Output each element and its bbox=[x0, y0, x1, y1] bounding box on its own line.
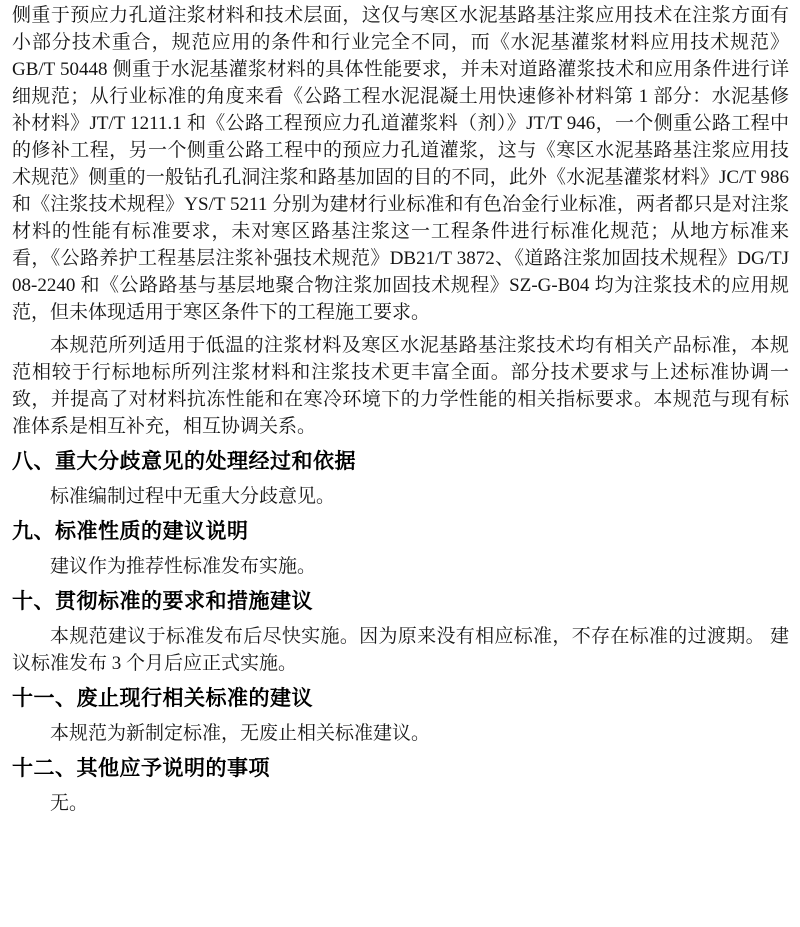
body-paragraph: 标准编制过程中无重大分歧意见。 bbox=[50, 486, 336, 507]
body-paragraph: 建议作为推荐性标准发布实施。 bbox=[50, 556, 317, 577]
body-paragraph: 侧重于预应力孔道注浆材料和技术层面，这仅与寒区水泥基路基注浆应用技术在注浆方面有小部分技术重合，规范应用的条件和行业完全不同，而《水泥基灌浆材料应用技术规范》GB/T 50448 侧重于水泥基灌浆材料的具体性能要求，并未对道路灌浆技术和应用条件进行详细规范；从行业标准的角度来看《公路工程水泥混凝土用快速修补材料第 1 部分：水泥基修补材料》JT/T 1211.1 和《公路工程预应力孔道灌浆料（剂）》JT/T 946，一个侧重公路工程中的修补工程，另一个侧重公路工程中的预应力孔道灌浆，这与《寒区水泥基路基注浆应用技术规范》侧重的一般钻孔孔洞注浆和路基加固的目的不同，此外《水泥基灌浆材料》JC/T 986 和《注浆技术规程》YS/T 5211 分别为建材行业标准和有色冶金行业标准，两者都只是对注浆材料的性能有标准要求，未对寒区路基注浆这一工程条件进行标准化规范；从地方标准来看，《公路养护工程基层注浆补强技术规范》DB21/T 3872、《道路注浆加固技术规程》DG/TJ 08-2240 和《公路路基与基层地聚合物注浆加固技术规程》SZ-G-B04 均为注浆技术的应用规范，但未体现适用于寒区条件下的工程施工要求。 bbox=[12, 5, 789, 323]
body-paragraph: 本规范所列适用于低温的注浆材料及寒区水泥基路基注浆技术均有相关产品标准，本规范相较于行标地标所列注浆材料和注浆技术更丰富全面。部分技术要求与上述标准协调一致，并提高了对材料抗冻性能和在寒冷环境下的力学性能的相关指标要求。本规范与现有标准体系是相互补充，相互协调关系。 bbox=[12, 335, 789, 437]
body-paragraph: 本规范建议于标准发布后尽快实施。因为原来没有相应标准，不存在标准的过渡期。 建议标准发布 3 个月后应正式实施。 bbox=[12, 626, 789, 674]
section-heading: 十、贯彻标准的要求和措施建议 bbox=[12, 590, 313, 613]
section-heading: 九、标准性质的建议说明 bbox=[12, 520, 249, 543]
body-paragraph: 无。 bbox=[50, 793, 89, 814]
body-paragraph: 本规范为新制定标准，无废止相关标准建议。 bbox=[50, 723, 431, 744]
section-heading: 十二、其他应予说明的事项 bbox=[12, 757, 270, 780]
section-heading: 十一、废止现行相关标准的建议 bbox=[12, 687, 313, 710]
section-heading: 八、重大分歧意见的处理经过和依据 bbox=[12, 450, 356, 473]
